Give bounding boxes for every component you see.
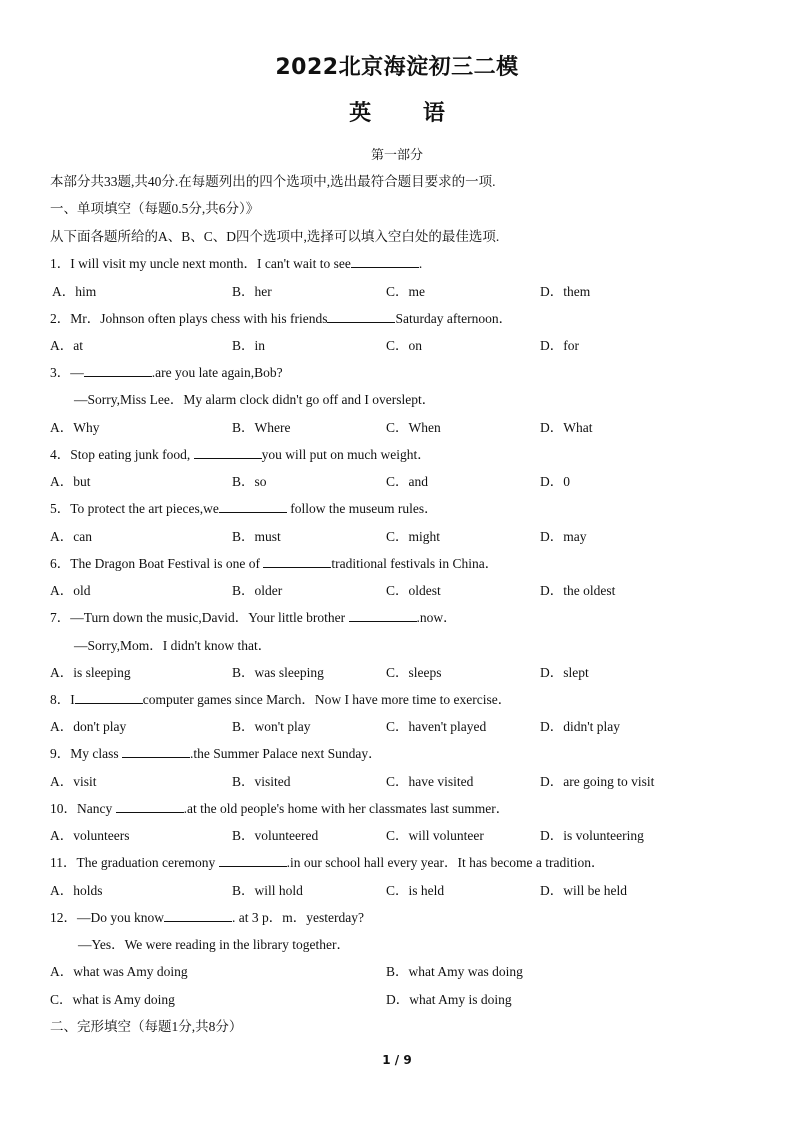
answer-blank: [75, 691, 143, 704]
option-d: D．them: [540, 284, 591, 299]
part-heading: 第一部分: [370, 147, 423, 162]
option-b: B．won't play: [232, 719, 311, 734]
section1-heading: 一、单项填空（每题0.5分,共6分）》: [50, 201, 260, 216]
option-c: C．on: [386, 338, 423, 353]
section1-note: 从下面各题所给的A、B、C、D四个选项中,选择可以填入空白处的最佳选项.: [50, 229, 500, 244]
question-12-options-row1: [50, 960, 750, 978]
option-c: C．When: [386, 420, 441, 435]
option-b: B．in: [232, 338, 266, 353]
option-b: B．was sleeping: [232, 665, 324, 680]
answer-blank: [263, 555, 331, 568]
option-a: A．is sleeping: [50, 665, 131, 680]
question-9-options: [50, 770, 750, 788]
option-a: A．him: [52, 284, 97, 299]
question-6-options: [50, 579, 750, 597]
question-12: 12．—Do you know . at 3 p．m．yesterday?: [50, 910, 364, 925]
question-6: 6．The Dragon Boat Festival is one of traditional festivals in China．: [50, 556, 499, 571]
option-c: C．and: [386, 474, 428, 489]
option-b: B．her: [232, 284, 272, 299]
answer-blank: [122, 745, 190, 758]
option-a: A．old: [50, 583, 91, 598]
question-11: 11．The graduation ceremony .in our school hall every year．It has become a tradition．: [50, 855, 605, 870]
answer-blank: [164, 909, 232, 922]
option-b: B．Where: [232, 420, 291, 435]
option-a: A．don't play: [50, 719, 127, 734]
document-title: 2022北京海淀初三二模: [275, 55, 519, 80]
question-12-options-row2: [50, 988, 750, 1006]
option-b: B．older: [232, 583, 283, 598]
option-a: A．holds: [50, 883, 103, 898]
answer-blank: [349, 609, 417, 622]
option-d: D．may: [540, 529, 587, 544]
option-d: D．What: [540, 420, 593, 435]
option-b: B．so: [232, 474, 267, 489]
question-2: 2．Mr．Johnson often plays chess with his friends Saturday afternoon．: [50, 311, 513, 326]
intro-text: 本部分共33题,共40分.在每题列出的四个选项中,选出最符合题目要求的一项.: [50, 174, 496, 189]
option-a: A．can: [50, 529, 92, 544]
option-b: B．must: [232, 529, 281, 544]
option-d: D．the oldest: [540, 583, 616, 598]
option-c: C．haven't played: [386, 719, 487, 734]
question-10-options: [50, 824, 750, 842]
option-c: C．what is Amy doing: [50, 992, 175, 1007]
answer-blank: [219, 500, 287, 513]
question-8: 8．I computer games since March．Now I have more time to exercise．: [50, 692, 512, 707]
option-c: C．sleeps: [386, 665, 442, 680]
question-8-options: [50, 715, 750, 733]
option-d: D．for: [540, 338, 579, 353]
option-a: A．but: [50, 474, 91, 489]
option-d: D．is volunteering: [540, 828, 644, 843]
option-c: C．is held: [386, 883, 445, 898]
option-a: A．volunteers: [50, 828, 130, 843]
option-b: B．volunteered: [232, 828, 319, 843]
option-c: C．will volunteer: [386, 828, 484, 843]
option-a: A．what was Amy doing: [50, 964, 188, 979]
option-b: B．visited: [232, 774, 291, 789]
section2-heading: 二、完形填空（每题1分,共8分）: [50, 1019, 243, 1034]
option-b: B．will hold: [232, 883, 303, 898]
option-d: D．are going to visit: [540, 774, 655, 789]
subject-heading: 英 语: [349, 101, 445, 126]
question-7-options: [50, 661, 750, 679]
question-2-options: [50, 334, 750, 352]
answer-blank: [327, 310, 395, 323]
option-c: C．have visited: [386, 774, 474, 789]
option-a: A．at: [50, 338, 83, 353]
option-b: B．what Amy was doing: [386, 964, 523, 979]
answer-blank: [219, 854, 287, 867]
question-4: 4．Stop eating junk food, you will put on much weight．: [50, 447, 431, 462]
answer-blank: [351, 255, 419, 268]
option-d: D．slept: [540, 665, 589, 680]
question-4-options: [50, 470, 750, 488]
question-1: 1．I will visit my uncle next month．I can't wait to see .: [50, 256, 423, 271]
question-11-options: [50, 879, 750, 897]
page-number: 1 / 9: [382, 1053, 412, 1067]
question-5-options: [50, 525, 750, 543]
answer-blank: [84, 364, 152, 377]
question-9: 9．My class .the Summer Palace next Sunday．: [50, 746, 382, 761]
question-3-options: [50, 416, 750, 434]
option-a: A．visit: [50, 774, 97, 789]
option-c: C．might: [386, 529, 441, 544]
question-3-reply: —Sorry,Miss Lee．My alarm clock didn't go off and I overslept．: [74, 392, 436, 407]
question-7: 7．—Turn down the music,David．Your little brother .now．: [50, 610, 457, 625]
question-7-reply: —Sorry,Mom．I didn't know that．: [74, 638, 272, 653]
option-d: D．will be held: [540, 883, 627, 898]
question-10: 10．Nancy .at the old people's home with her classmates last summer．: [50, 801, 510, 816]
option-c: C．me: [386, 284, 425, 299]
option-d: D．didn't play: [540, 719, 621, 734]
question-5: 5．To protect the art pieces,we follow the museum rules．: [50, 501, 438, 516]
option-a: A．Why: [50, 420, 100, 435]
question-1-options: [50, 280, 750, 298]
answer-blank: [194, 446, 262, 459]
answer-blank: [116, 800, 184, 813]
question-3: 3．— .are you late again,Bob?: [50, 365, 283, 380]
question-12-reply: —Yes．We were reading in the library together．: [78, 937, 350, 952]
option-d: D．0: [540, 474, 570, 489]
option-c: C．oldest: [386, 583, 441, 598]
option-d: D．what Amy is doing: [386, 992, 512, 1007]
